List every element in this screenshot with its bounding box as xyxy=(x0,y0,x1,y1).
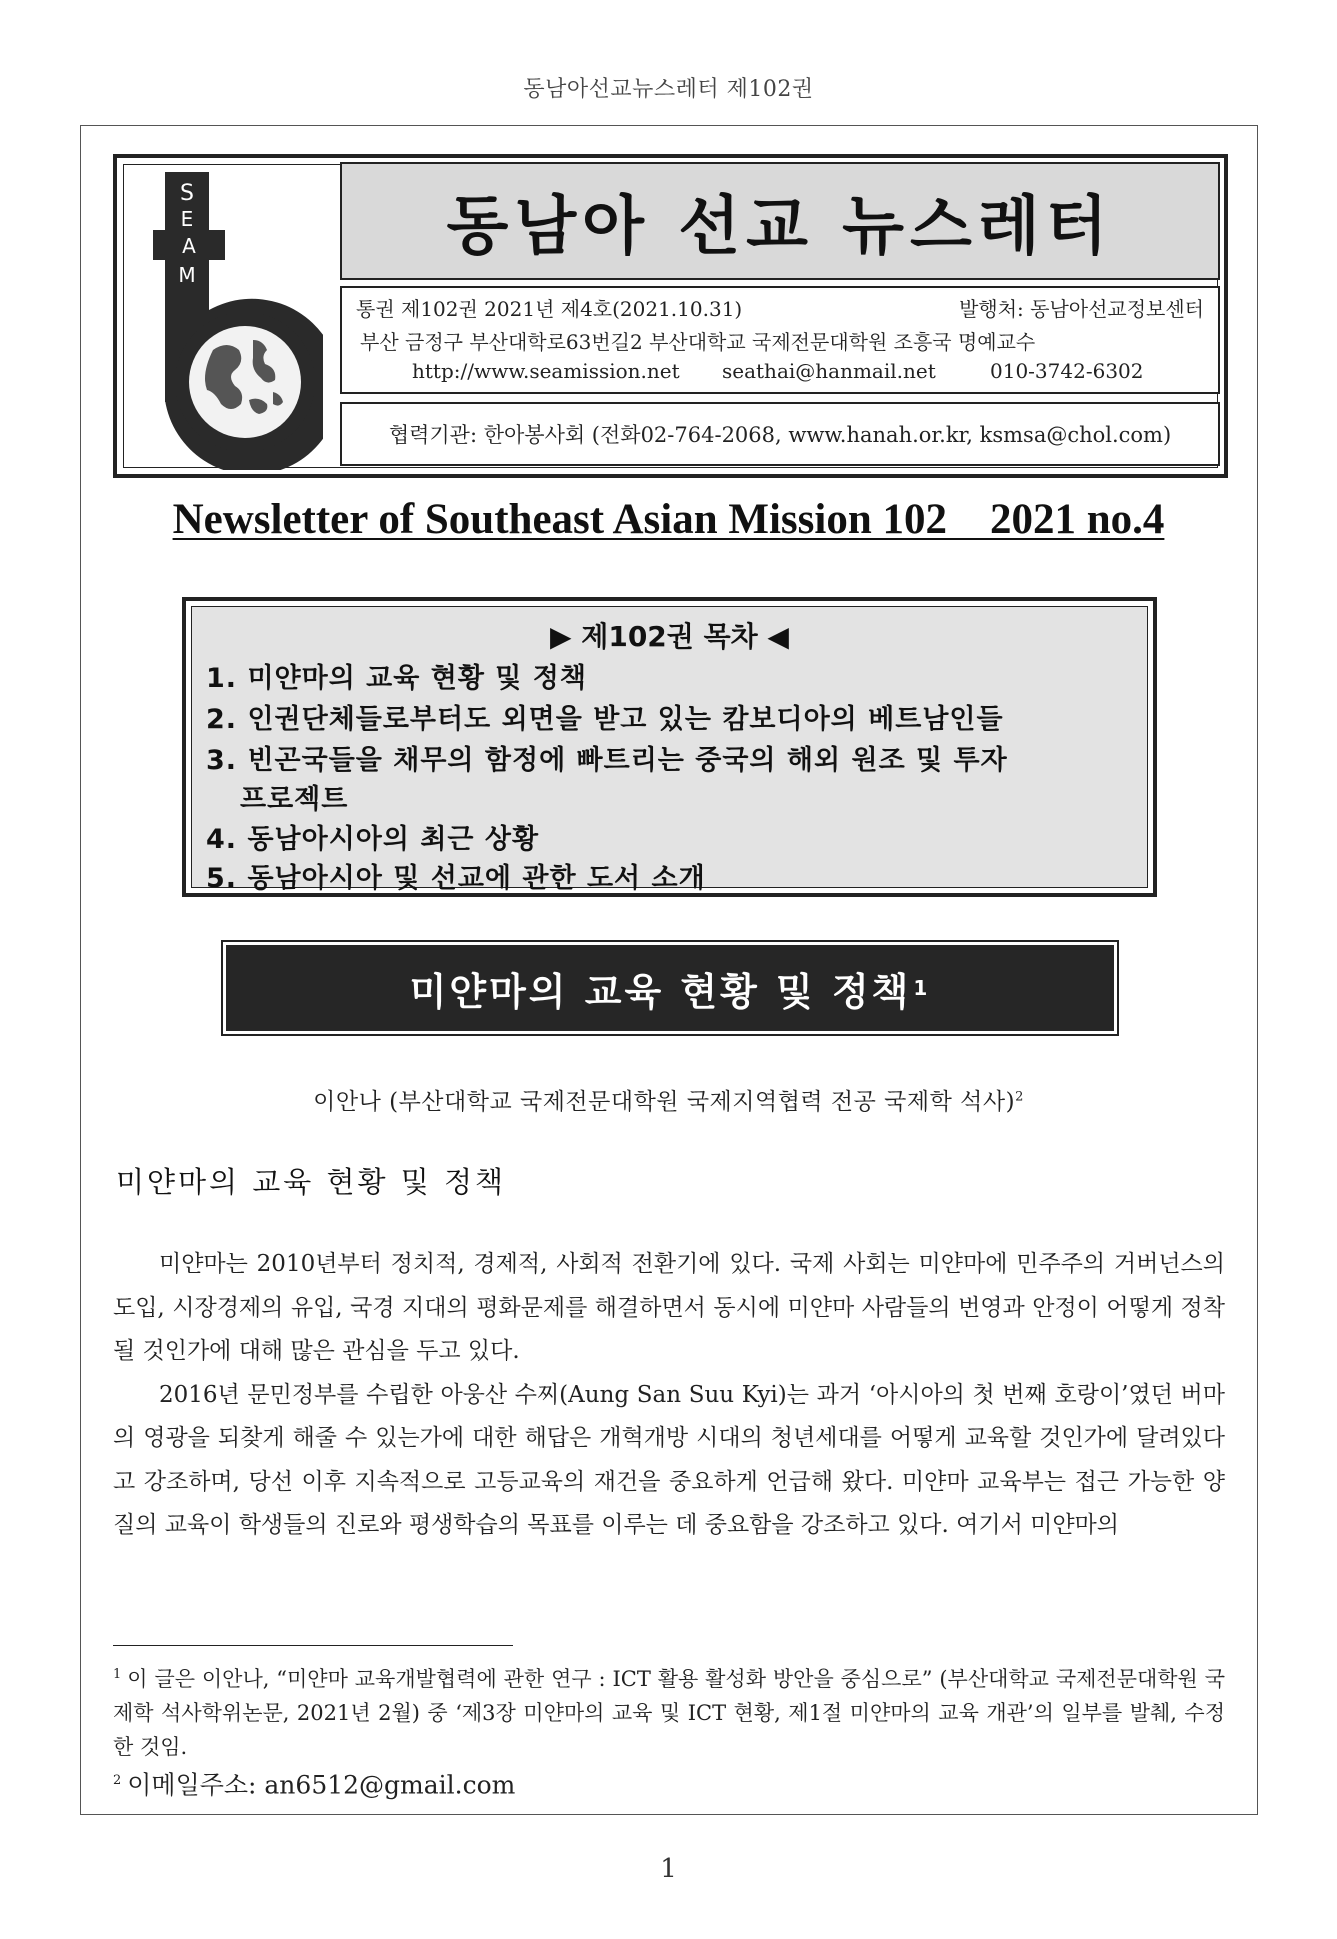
article-banner xyxy=(221,940,1119,1036)
toc-item[interactable]: 3. 빈곤국들을 채무의 함정에 빠트리는 중국의 해외 원조 및 투자 xyxy=(206,745,1008,776)
author-line xyxy=(0,1083,1337,1116)
footnote-1-text: 이 글은 이안나, “미얀마 교육개발협력에 관한 연구 : ICT 활용 활성화 방안을 중심으로” (부산대학교 국제전문대학원 국제학 석사학위논문, 2021년 2월) 중 ‘제3장 미얀마의 교육 및 ICT 현황, 제1절 미얀마의 교육 개관’의 일부를 발췌, 수정한 것임. xyxy=(113,1667,1225,1759)
running-head: 동남아선교뉴스레터 제102권 xyxy=(523,77,814,102)
footnote-ref-2[interactable]: 2 xyxy=(1015,1089,1024,1105)
publisher: 발행처: 동남아선교정보센터 xyxy=(959,297,1204,321)
footnote-mark-2: 2 xyxy=(113,1773,122,1788)
website-link[interactable]: http://www.seamission.net xyxy=(412,359,680,383)
footnote-mark-1: 1 xyxy=(113,1667,122,1682)
toc-item-continuation[interactable]: 프로젝트 xyxy=(240,784,349,815)
logo-letter-a: A xyxy=(182,234,196,258)
toc-heading: ▶ 제102권 목차 ◀ xyxy=(550,620,789,653)
author-text: 이안나 (부산대학교 국제전문대학원 국제지역협력 전공 국제학 석사) xyxy=(313,1089,1016,1115)
banner-title-text: 미얀마의 교육 현황 및 정책 xyxy=(409,969,912,1014)
footnote-2 xyxy=(113,1764,1225,1802)
phone-number: 010-3742-6302 xyxy=(990,359,1144,383)
logo-letter-m: M xyxy=(178,263,196,287)
section-heading: 미얀마의 교육 현황 및 정책 xyxy=(116,1165,507,1199)
footnote-1 xyxy=(113,1658,1225,1764)
toc-inner xyxy=(191,606,1148,894)
footnote-divider xyxy=(113,1645,513,1646)
cooperation-box xyxy=(340,402,1220,466)
body-paragraph: 미얀마는 2010년부터 정치적, 경제적, 사회적 전환기에 있다. 국제 사회는 미얀마에 민주주의 거버넌스의 도입, 시장경제의 유입, 국경 지대의 평화문제를 해결하면서 동시에 미얀마 사람들의 번영과 안정이 어떻게 정착될 것인가에 대해 많은 관심을 두고 있다. xyxy=(113,1251,1225,1364)
footnote-ref-1[interactable]: 1 xyxy=(913,976,931,1000)
logo-letter-e: E xyxy=(180,207,194,231)
address: 부산 금정구 부산대학로63번길2 부산대학교 국제전문대학원 조흥국 명예교수 xyxy=(360,330,1036,354)
toc-item[interactable]: 4. 동남아시아의 최근 상황 xyxy=(206,824,540,855)
logo-letter-s: S xyxy=(180,181,194,206)
publication-info-box xyxy=(340,286,1220,394)
cooperation-text: 협력기관: 한아봉사회 (전화02-764-2068, www.hanah.or.kr, ksmsa@chol.com) xyxy=(388,423,1172,447)
article-body xyxy=(113,1243,1225,1548)
email-link[interactable]: seathai@hanmail.net xyxy=(722,359,936,383)
issue-info: 통권 제102권 2021년 제4호(2021.10.31) xyxy=(356,297,743,321)
body-paragraph: 2016년 문민정부를 수립한 아웅산 수찌(Aung San Suu Kyi)는 과거 ‘아시아의 첫 번째 호랑이’였던 버마의 영광을 되찾게 해줄 수 있는가에 대한 해답은 개혁개방 시대의 청년세대를 어떻게 교육할 것인가에 달려있다고 강조하며, 당선 이후 지속적으로 고등교육의 재건을 중요하게 언급해 왔다. 미얀마 교육부는 접근 가능한 양질의 교육이 학생들의 진로와 평생학습의 목표를 이루는 데 중요함을 강조하고 있다. 여기서 미얀마의 xyxy=(113,1381,1225,1538)
english-title: Newsletter of Southeast Asian Mission 102 2021 no.4 xyxy=(172,496,1165,543)
article-banner-title xyxy=(226,945,1114,1031)
footnote-2-text: 이메일주소: an6512@gmail.com xyxy=(127,1770,516,1800)
newsletter-title-box xyxy=(340,162,1220,280)
seam-logo xyxy=(153,160,323,470)
toc-item[interactable]: 5. 동남아시아 및 선교에 관한 도서 소개 xyxy=(206,863,706,894)
footnotes xyxy=(113,1658,1225,1802)
toc-item[interactable]: 1. 미얀마의 교육 현황 및 정책 xyxy=(206,663,587,694)
page-number: 1 xyxy=(660,1854,677,1884)
newsletter-title: 동남아 선교 뉴스레터 xyxy=(446,190,1114,264)
table-of-contents xyxy=(182,597,1157,897)
toc-item[interactable]: 2. 인권단체들로부터도 외면을 받고 있는 캄보디아의 베트남인들 xyxy=(206,704,1004,735)
